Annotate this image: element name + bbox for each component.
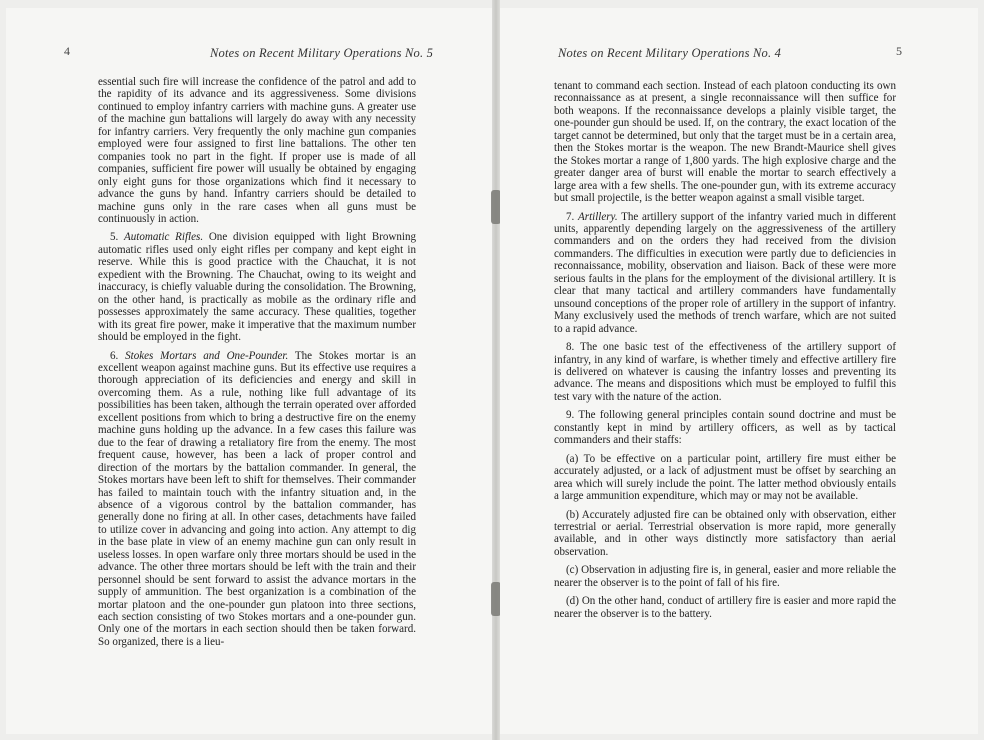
paragraph-text: tenant to command each section. Instead of each platoon conducting its own reconnaissance as at present, a single reconnaissance will then suffice for both weapons. If the reconnaissance develops a plainly visible target, the one-pounder gun should be used. If, on the contrary, the exact location of the target cannot be determined, but only that the target must be in a certain area, then the Stokes mortar is the weapon. The new Brandt-Maurice shell gives the Stokes mortar a range of 1,800 yards. The high explosive charge and the greater danger area of burst will enable the mortar to search effectively a large area with a few shells. The one-pounder gun, with its extreme accuracy but small projectile, is the better weapon against a small visible target.: [554, 80, 896, 205]
right-text-column: [554, 80, 896, 626]
paragraph-text: On the other hand, conduct of artillery fire is easier and more rapid the nearer the observer is to the battery.: [554, 595, 897, 620]
paragraph-number: 8.: [566, 341, 575, 354]
paragraph-heading: Stokes Mortars and One-Pounder.: [125, 349, 289, 362]
paragraph: [98, 76, 416, 225]
left-running-head: Notes on Recent Military Operations No. 5: [210, 46, 434, 60]
paragraph-heading: Artillery.: [578, 210, 618, 223]
left-page-number: 4: [64, 44, 70, 58]
paragraph-heading: Automatic Rifles.: [124, 231, 204, 244]
paragraph: [554, 453, 896, 503]
left-page: [6, 8, 492, 734]
paragraph-text: essential such fire will increase the confidence of the patrol and add to the rapidity of its advance and its aggressiveness. Some divisions continued to employ infantry carriers with machine guns. A greater use of the machine gun battalions will largely do away with any necessity for infantry carriers. Very frequently the only machine gun companies employed were four assigned to first line battalions. The other ten companies took no part in the fight. If proper use is made of all companies, sufficient fire power will usually be obtained by engaging only eight guns for those organizations which find it necessary to advance the guns by hand. Infantry carriers should be detailed to machine guns only in the rare cases when all guns must be continuously in action.: [98, 76, 416, 225]
paragraph-number: (a): [566, 452, 579, 465]
paragraph-number: 6.: [110, 349, 119, 362]
paragraph: [554, 595, 896, 620]
page-gutter: [492, 0, 500, 740]
paragraph-text: Observation in adjusting fire is, in general, easier and more reliable the nearer the observer is to the point of fall of his fire.: [554, 564, 896, 589]
paragraph: [554, 80, 896, 205]
paragraph-text: Accurately adjusted fire can be obtained only with observation, either terrestrial or aerial. Terrestrial observation is more rapid, more generally available, and in other ways distinctly more satisfactory than aerial observation.: [554, 508, 896, 558]
paragraph: [554, 509, 896, 559]
paragraph: [554, 211, 896, 336]
paragraph-text: The one basic test of the effectiveness of the artillery support of infantry, in any kind of warfare, is whether timely and effective artillery fire is delivered on whatever is causing the infantry losses and preventing its advance. The means and dispositions which must be employed to fulfil this test vary with the nature of the action.: [554, 341, 897, 403]
paragraph-number: (d): [566, 595, 579, 608]
paragraph-text: The Stokes mortar is an excellent weapon against machine guns. But its effective use requires a thorough appreciation of its deficiencies and energy and skill in overcoming them. As a rule, nothing like full advantage of its possibilities has been taken, although the terrain operated over afforded excellent positions from which to bring a destructive fire on the enemy machine guns holding up the advance. In a few cases this failure was due to the fear of drawing a retaliatory fire from the enemy. The most frequent cause, however, has been a lack of proper control and direction of the mortars by the battalion commander. In general, the Stokes mortars have been left to shift for themselves. Their commander has failed to maintain touch with the infantry situation and, in the absence of a vigorous control by the battalion commander, has generally done no firing at all. In other cases, detachments have failed to utilize cover in advancing and going into action. Any attempt to dig in the base plate in view of an enemy machine gun can only result in useless losses. In open warfare only three mortars should be used in the advance. The other three mortars should be left with the train and their personnel should be sent forward to assist the advance mortars in the supply of ammunition. The best organization is a combination of the mortar platoon and the one-pounder gun platoon into three sections, each section consisting of two Stokes mortars and a one-pounder gun. Only one of the mortars in each section should then be taken forward. So organized, there is a lieu-: [98, 349, 417, 648]
paragraph-number: 9.: [566, 409, 575, 422]
paragraph-number: (c): [566, 564, 579, 577]
paragraph: [554, 341, 896, 403]
right-page-number: 5: [896, 44, 902, 58]
paragraph: [98, 350, 416, 649]
paragraph-text: The artillery support of the infantry varied much in different units, apparently depending largely on the aggressiveness of the artillery commanders and on the orders they had received from the division commanders. The difficulties in execution were partly due to deficiencies in reconnaissance, mobility, observation and liaison. Back of these were more serious faults in the plans for the employment of the divisional artillery. It is clear that many tactical and artillery commanders have fundamentally unsound conceptions of the proper role of artillery in the support of infantry. Many exclusively used the methods of trench warfare, which are not suited to a rapid advance.: [554, 210, 897, 335]
paragraph-text: The following general principles contain sound doctrine and must be constantly kept in mind by artillery officers, as well as by tactical commanders and their staffs:: [554, 409, 896, 447]
paragraph: [98, 231, 416, 343]
paragraph-number: (b): [566, 508, 579, 521]
paragraph-text: One division equipped with light Browning automatic rifles used only eight rifles per company and kept eight in reserve. While this is good practice with the Chauchat, it is not expedient with the Browning. The Chauchat, owing to its weight and inaccuracy, is chiefly valuable during the consolidation. The Browning, on the other hand, is practically as mobile as the ordinary rifle and possesses approximately the same accuracy. These qualities, together with its great fire power, make it imperative that the maximum number should be employed in the fight.: [98, 231, 417, 344]
right-running-head: Notes on Recent Military Operations No. 4: [558, 46, 782, 60]
paragraph-number: 7.: [566, 210, 575, 223]
left-text-column: [98, 76, 416, 654]
paragraph-text: To be effective on a particular point, artillery fire must either be accurately adjusted, or a lack of adjustment must be offset by searching an area which will surely include the point. The latter method obviously entails a large ammunition expenditure, which may or may not be available.: [554, 452, 896, 503]
paragraph-number: 5.: [110, 231, 119, 244]
paragraph: [554, 564, 896, 589]
paragraph: [554, 409, 896, 446]
right-page: [500, 8, 978, 734]
